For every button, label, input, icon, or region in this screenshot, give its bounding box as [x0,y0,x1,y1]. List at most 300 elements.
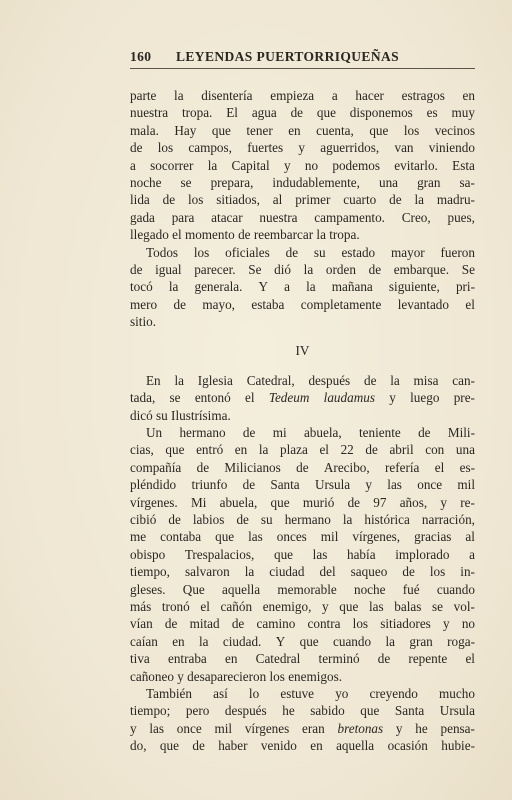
word: memorable [277,581,337,597]
word: años, [399,494,428,510]
word: a [331,88,338,103]
word: de [285,244,299,260]
section-heading: IV [295,343,310,359]
word: desaparecieron [187,668,270,684]
word: nuestra [259,209,298,225]
word: cuando [436,581,475,597]
word: a [284,279,291,295]
word: sitiadores [380,616,431,632]
word: repente [408,651,448,667]
word: pensa- [440,720,475,736]
word: del [319,564,336,580]
text-line [130,261,475,278]
word: estado [341,244,376,260]
word: he [282,703,295,719]
word: la [244,564,255,580]
word: Se [248,261,262,277]
word: fué [402,581,420,597]
word: parecer. [194,261,236,277]
page-number: 160 [130,49,152,64]
word: siguiente, [388,279,440,295]
text-line [130,494,475,511]
word: sitiados, [216,192,260,208]
word: muy [451,105,475,121]
word: Iglesia [197,372,233,388]
word: mil [457,477,475,493]
word: Creo, [401,209,431,225]
word: sabido [310,703,345,719]
word: y [389,390,396,406]
word: vírgenes [244,720,290,736]
word: yo [335,685,349,701]
word: Un [146,425,163,441]
running-title: LEYENDAS PUERTORRIQUEÑAS [176,49,400,64]
word: su [156,407,172,423]
word: compañía [130,459,182,475]
word: su [313,244,326,260]
word: me [130,529,147,545]
word: Y [258,279,269,295]
word: tocó [130,279,153,295]
word: de [130,261,143,277]
word: en [462,88,475,103]
word: enemigos. [288,668,343,684]
word: que [339,598,359,614]
word: de [238,227,254,243]
word: abuela, [303,425,342,441]
text-line [130,226,475,243]
word: lida [130,192,150,208]
word: es- [459,459,475,475]
word: hacer [355,88,384,103]
word: la [414,192,424,208]
word: la [174,88,184,103]
word: Santa [270,477,300,493]
word: luego [410,390,440,406]
word: Capital [231,157,270,173]
word: de [196,459,210,475]
word: de [173,296,186,312]
word: no [304,157,319,173]
word: y [322,598,329,614]
word: de [347,494,361,510]
word: cuarto [343,192,377,208]
word: gran [417,174,441,190]
word: hermano [284,511,331,527]
word: una [378,174,399,190]
text-line [130,459,475,476]
word: tropa. [329,227,360,243]
word: in- [460,564,475,580]
word: tropa. [181,105,213,121]
word: tronó [161,598,190,614]
word: la [199,633,209,649]
text-line [130,615,475,632]
text-line [130,441,475,458]
word: mil [320,529,339,545]
word: entró [196,442,224,458]
word: obispo [130,546,166,562]
word: agua [251,105,277,121]
word: de [363,372,377,388]
word: pues, [447,209,475,225]
word: plaza [280,442,308,458]
word: vírgenes, [352,529,401,545]
word: los [429,564,446,580]
word: igual [155,261,182,277]
word: generala. [194,279,243,295]
word: hermano [179,425,226,441]
word: cuando [333,633,372,649]
word: no [461,616,475,632]
word: la [207,157,218,173]
text-line [130,122,475,139]
word: que [211,122,231,138]
word: vol- [453,598,475,614]
word: Hay [174,122,197,138]
word: cibió [130,511,157,527]
word: en [225,651,238,667]
word: saqueo [350,564,388,580]
word: de [164,616,178,632]
word: su [260,511,273,527]
word: después [308,372,351,388]
word: disentería [201,88,253,103]
word: los [157,140,174,156]
word: una [455,442,475,458]
word: podemos [332,157,380,173]
text-line [130,313,475,330]
word: abuela, [219,494,258,510]
text-line [130,87,475,104]
italic-word: Tedeum [268,390,310,406]
word: mayor [390,244,425,260]
word: y [177,668,188,684]
word: orden [325,261,356,277]
word: van [394,140,414,156]
word: Trespalacios, [184,546,255,562]
word: de [296,459,309,475]
word: teniente [359,425,401,441]
word: la [258,442,269,458]
word: empieza [270,88,315,103]
word: fueron [440,244,475,260]
word: labios [192,511,225,527]
word: de [242,425,256,441]
word: mayo, [202,296,235,312]
word: tiempo, [130,564,170,580]
word: el [465,296,475,312]
word: Todos [146,244,179,260]
word: campamento. [314,209,385,225]
word: primer [295,192,331,208]
word: la [342,511,353,527]
word: mala. [130,122,159,138]
word: de [365,442,378,458]
word: a [469,546,475,562]
word: Esta [452,157,475,173]
word: fuertes [247,140,284,156]
text-line [130,476,475,493]
word: Catedral, [246,372,295,388]
word: vecinos [434,122,475,138]
italic-word: laudamus [323,390,375,406]
word: a [130,157,136,173]
word: can- [452,372,475,388]
word: llegado [130,227,173,243]
word: mi [272,425,287,441]
word: aquella [336,738,375,754]
word: que [215,529,235,545]
word: aguerridos, [320,140,380,156]
word: los [352,616,369,632]
word: mil [214,720,233,736]
word: de [236,511,249,527]
text-line [130,139,475,156]
text-line [130,563,475,580]
word: mañana [331,279,373,295]
word: hubie- [441,738,475,754]
text-line [130,633,475,650]
word: vírgenes. [130,494,178,510]
word: embarque. [393,261,450,277]
word: gada [130,209,155,225]
word: once [417,477,443,493]
word: de [368,261,382,277]
text-line [130,389,475,406]
word: mucho [439,685,475,701]
word: contra [307,616,341,632]
word: disponemos [349,105,413,121]
word: enemigo, [262,598,312,614]
word: Y [275,633,286,649]
text-line [130,737,475,754]
word: se [180,174,192,190]
word: la [385,633,395,649]
text-line [130,209,475,226]
word: cias, [130,442,154,458]
header-rule [130,68,475,69]
word: salvaron [184,564,230,580]
word: entonó [194,390,231,406]
word: gleses. [130,581,166,597]
word: histórica [364,511,410,527]
word: de [389,192,402,208]
word: narración, [421,511,475,527]
word: Santa [394,703,425,719]
word: dicó [130,407,157,423]
word: la [174,372,184,388]
word: que [299,633,319,649]
text-line [130,581,475,598]
word: tener [246,122,273,138]
word: los [403,122,420,138]
word: madru- [436,192,475,208]
word: Mi [190,494,207,510]
word: que [316,105,336,121]
word: se [169,390,181,406]
text-line [130,598,475,615]
word: 97 [373,494,387,510]
word: entraba [167,651,207,667]
word: y [395,720,403,736]
word: Ursula [439,703,475,719]
text-line [130,104,475,121]
text-line [130,278,475,295]
word: los [269,668,289,684]
word: tiempo; [130,703,171,719]
text-line [130,650,475,667]
word: venido [260,738,297,754]
word: de [377,651,391,667]
word: en [172,633,185,649]
word: terminó [318,651,360,667]
word: camino [256,616,296,632]
word: el [200,598,210,614]
word: gran [409,633,433,649]
word: cuenta, [316,122,354,138]
word: ocasión [387,738,428,754]
word: las [312,546,328,562]
word: implorado [395,546,450,562]
word: campos, [188,140,232,156]
word: caían [130,633,158,649]
word: y [443,616,450,632]
text-line [130,244,475,261]
word: abril [389,442,414,458]
word: más [130,598,152,614]
word: aquella [222,581,261,597]
word: El [226,105,238,121]
word: viniendo [428,140,475,156]
text-line [130,191,475,208]
word: las [248,529,263,545]
word: misa [413,372,439,388]
word: noche [353,581,386,597]
text-line [130,296,475,313]
text-line [130,720,475,737]
word: estuve [280,685,315,701]
word: se [432,598,444,614]
word: dió [274,261,291,277]
word: las [387,477,402,493]
word: y [365,477,372,493]
word: con [425,442,445,458]
word: 22 [340,442,354,458]
word: que [270,494,290,510]
text-line [130,668,475,685]
text-line [130,702,475,719]
word: socorrer [150,157,194,173]
word: tada, [130,390,156,406]
italic-word: bretonas [337,720,384,736]
word: de [192,738,205,754]
word: al [272,192,283,208]
word: de [402,564,415,580]
word: parte [130,88,157,103]
word: sitio. [130,314,157,330]
word: de [418,425,431,441]
word: Catedral [255,651,301,667]
word: roga- [447,633,475,649]
word: después [224,703,267,719]
word: re- [460,494,475,510]
word: do, [130,738,147,754]
word: Mili- [447,425,475,441]
word: onces [276,529,307,545]
word: Milicianos [224,459,281,475]
word: al [465,529,475,545]
word: y [298,140,305,156]
word: tiva [130,651,150,667]
word: que [360,703,380,719]
word: de [231,616,245,632]
word: el [465,651,475,667]
word: la [316,227,330,243]
word: Ursula [314,477,351,493]
word: cañoneo [130,668,178,684]
text-line [130,511,475,528]
word: pléndido [130,477,177,493]
word: en [288,122,301,138]
word: los [193,244,210,260]
word: en [234,442,248,458]
word: había [346,546,376,562]
word: murió [302,494,335,510]
word: oficiales [225,244,270,260]
word: y [283,157,291,173]
word: contaba [160,529,202,545]
spacer [130,360,475,372]
word: y [440,494,447,510]
word: el [245,390,255,406]
word: balas [394,598,422,614]
word: el [319,442,329,458]
word: de [162,192,176,208]
word: mero [130,296,158,312]
word: que [369,122,389,138]
word: nuestra [130,105,169,121]
word: ciudad. [222,633,262,649]
word: Arecibo, [323,459,370,475]
word: Se [461,261,475,277]
word: momento [184,227,239,243]
word: haber [218,738,248,754]
word: de [242,477,256,493]
word: de [168,511,181,527]
word: es [426,105,438,121]
word: atacar [211,209,243,225]
word: ciudad [269,564,305,580]
word: la [303,261,314,277]
word: que [159,738,179,754]
word: así [213,685,228,701]
word: creyendo [369,685,418,701]
word: reembarcar [253,227,317,243]
word: noche [130,174,162,190]
body-text [130,87,475,754]
word: pre- [453,390,475,406]
word: pero [185,703,210,719]
word: para [171,209,195,225]
word: lo [248,685,260,701]
spacer [130,330,475,342]
word: y [130,720,137,736]
word: También [146,685,192,701]
word: el [172,227,185,243]
word: eran [302,720,325,736]
word: En [146,372,161,388]
